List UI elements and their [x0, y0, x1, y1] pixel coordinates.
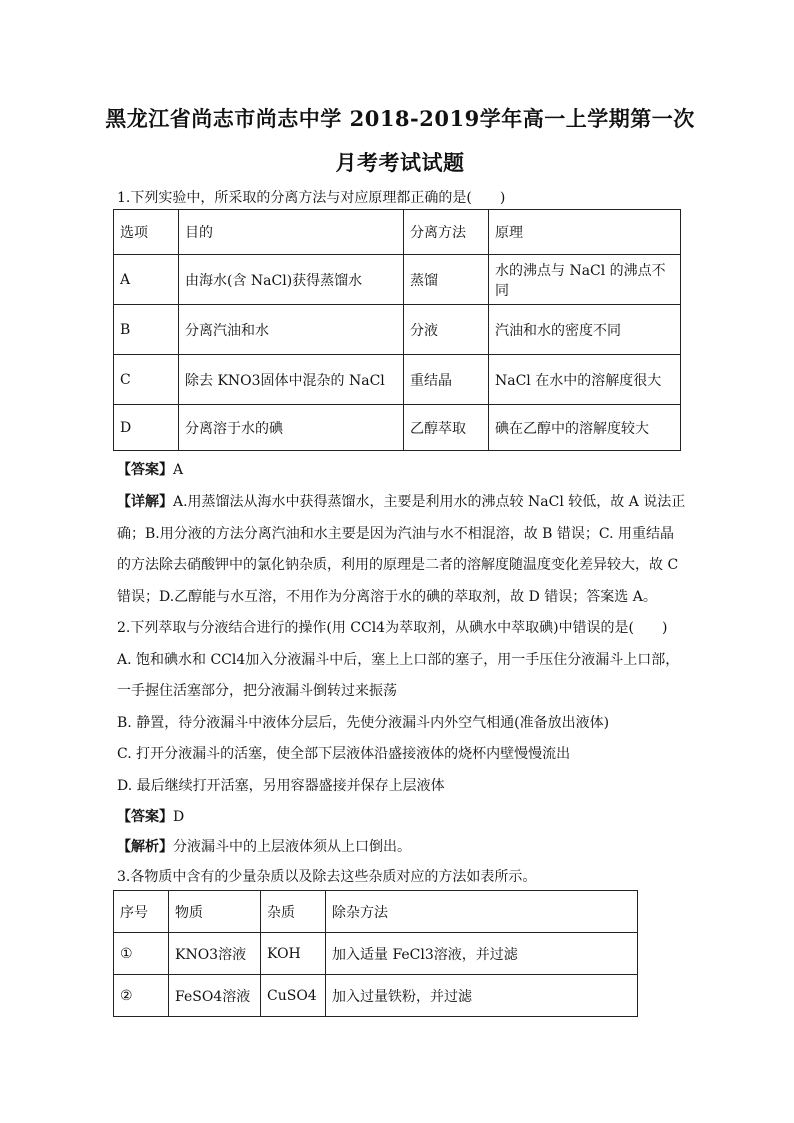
table-cell: 分离溶于水的碘	[179, 405, 404, 451]
q1-explain-line: 的方法除去硝酸钾中的氯化钠杂质，利用的原理是二者的溶解度随温度变化差异较大，故 C	[117, 557, 679, 573]
q1-explain-line	[117, 491, 686, 511]
q2-option-b: B. 静置，待分液漏斗中液体分层后，先使分液漏斗内外空气相通(准备放出液体)	[117, 715, 610, 731]
table-row	[114, 305, 681, 355]
q3-header-cell: 除杂方法	[326, 891, 638, 933]
q2-option-a: A. 饱和碘水和 CCl4加入分液漏斗中后，塞上上口部的塞子，用一手压住分液漏斗上口部，	[117, 652, 680, 668]
exam-title-line2: 月考考试试题	[335, 150, 465, 175]
q2-option-a-cont: 一手握住活塞部分，把分液漏斗倒转过来振荡	[117, 683, 397, 699]
q2-option-d: D. 最后继续打开活塞，另用容器盛接并保存上层液体	[117, 778, 445, 794]
table-row	[114, 405, 681, 451]
table-cell: NaCl 在水中的溶解度很大	[489, 355, 681, 405]
table-cell: ②	[114, 975, 169, 1017]
table-cell: 分离汽油和水	[179, 305, 404, 355]
q2-answer	[117, 806, 184, 826]
table-cell: 除去 KNO3固体中混杂的 NaCl	[179, 355, 404, 405]
q1-header-cell: 原理	[489, 210, 681, 255]
table-cell: 重结晶	[404, 355, 489, 405]
table-cell: 加入过量铁粉，并过滤	[326, 975, 638, 1017]
q2-stem: 2.下列萃取与分液结合进行的操作(用 CCl4为萃取剂，从碘水中萃取碘)中错误的是( )	[117, 620, 668, 636]
answer-label: 【答案】	[117, 462, 173, 478]
table-row	[114, 975, 638, 1017]
table-cell: FeSO4溶液	[169, 975, 261, 1017]
table-cell: 汽油和水的密度不同	[489, 305, 681, 355]
q2-option-c: C. 打开分液漏斗的活塞，使全部下层液体沿盛接液体的烧杯内壁慢慢流出	[117, 746, 571, 762]
table-cell: B	[114, 305, 179, 355]
q3-table	[113, 890, 638, 1017]
q2-analysis	[117, 836, 411, 856]
q1-stem: 1.下列实验中，所采取的分离方法与对应原理都正确的是( )	[117, 190, 506, 206]
table-cell: 加入适量 FeCl3溶液，并过滤	[326, 933, 638, 975]
table-cell: KOH	[261, 933, 326, 975]
q1-table	[113, 209, 681, 451]
analysis-text: 分液漏斗中的上层液体须从上口倒出。	[173, 839, 411, 855]
table-row	[114, 255, 681, 305]
table-cell: 分液	[404, 305, 489, 355]
q3-header-cell: 杂质	[261, 891, 326, 933]
table-cell: 水的沸点与 NaCl 的沸点不同	[489, 255, 681, 305]
q3-header-cell: 序号	[114, 891, 169, 933]
q1-header-cell: 目的	[179, 210, 404, 255]
table-cell: A	[114, 255, 179, 305]
answer-value: A	[173, 462, 184, 478]
answer-value: D	[173, 809, 185, 825]
q3-header-cell: 物质	[169, 891, 261, 933]
table-cell: CuSO4	[261, 975, 326, 1017]
table-cell: 碘在乙醇中的溶解度较大	[489, 405, 681, 451]
q3-stem: 3.各物质中含有的少量杂质以及除去这些杂质对应的方法如表所示。	[117, 869, 537, 885]
table-cell: 蒸馏	[404, 255, 489, 305]
table-cell: 乙醇萃取	[404, 405, 489, 451]
table-row	[114, 933, 638, 975]
exam-title-line1: 黑龙江省尚志市尚志中学 2018-2019学年高一上学期第一次	[105, 106, 695, 131]
answer-label: 【答案】	[117, 809, 173, 825]
q1-header-cell: 分离方法	[404, 210, 489, 255]
q1-answer	[117, 459, 183, 479]
explain-text: A.用蒸馏法从海水中获得蒸馏水，主要是利用水的沸点较 NaCl 较低，故 A 说法正	[173, 494, 686, 510]
table-cell: 由海水(含 NaCl)获得蒸馏水	[179, 255, 404, 305]
q1-explain-line: 确；B.用分液的方法分离汽油和水主要是因为汽油与水不相混溶，故 B 错误；C. 用重结晶	[117, 526, 675, 542]
table-cell: D	[114, 405, 179, 451]
q1-explain-line: 错误；D.乙醇能与水互溶，不用作为分离溶于水的碘的萃取剂，故 D 错误；答案选 A。	[117, 589, 657, 605]
table-cell: KNO3溶液	[169, 933, 261, 975]
q1-header-cell: 选项	[114, 210, 179, 255]
analysis-label: 【解析】	[117, 839, 173, 855]
table-cell: ①	[114, 933, 169, 975]
q3-header-row	[114, 891, 638, 933]
explain-label: 【详解】	[117, 494, 173, 510]
q1-header-row	[114, 210, 681, 255]
table-row	[114, 355, 681, 405]
table-cell: C	[114, 355, 179, 405]
